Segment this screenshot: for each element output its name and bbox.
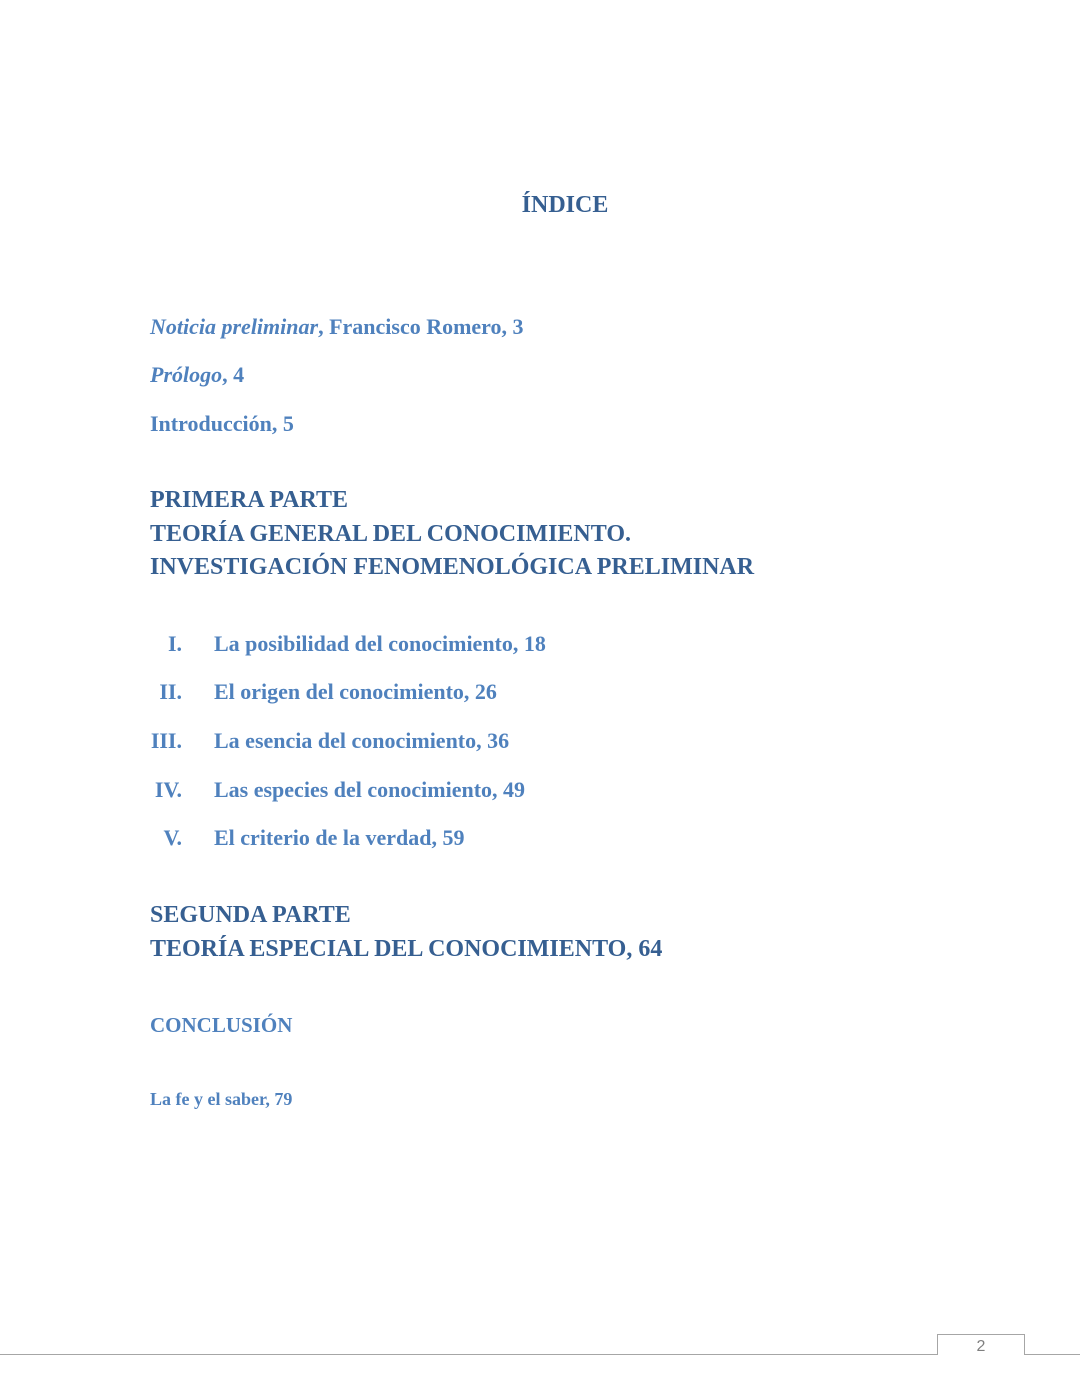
toc-entry-introduccion[interactable]	[150, 413, 294, 435]
chapter-number: V.	[163, 825, 182, 850]
entry-title: Prólogo	[150, 362, 223, 387]
toc-chapter[interactable]: Las especies del conocimiento, 49	[214, 777, 526, 802]
part2-heading-line[interactable]: TEORÍA ESPECIAL DEL CONOCIMIENTO, 64	[150, 936, 663, 962]
footer-rule	[1024, 1354, 1080, 1355]
chapter-number: I.	[167, 631, 182, 656]
part2-heading-line: SEGUNDA PARTE	[150, 902, 351, 928]
page-title: ÍNDICE	[521, 192, 609, 218]
toc-chapter[interactable]: El origen del conocimiento, 26	[214, 679, 497, 704]
part1-heading-line: TEORÍA GENERAL DEL CONOCIMIENTO.	[150, 521, 631, 547]
entry-rest: , 4	[222, 362, 245, 387]
toc-chapter[interactable]: El criterio de la verdad, 59	[214, 825, 465, 850]
footer-rule	[0, 1354, 937, 1355]
toc-entry-noticia[interactable]	[150, 316, 524, 338]
page-number: 2	[937, 1334, 1025, 1355]
toc-chapter[interactable]: La posibilidad del conocimiento, 18	[214, 631, 546, 656]
chapter-number: II.	[159, 679, 182, 704]
entry-title: Noticia preliminar	[150, 314, 319, 339]
toc-entry-prologo[interactable]	[150, 364, 244, 386]
chapter-number: IV.	[154, 777, 182, 802]
chapter-number: III.	[150, 728, 182, 753]
part1-heading-line: INVESTIGACIÓN FENOMENOLÓGICA PRELIMINAR	[150, 554, 755, 580]
toc-entry-fe-saber[interactable]: La fe y el saber, 79	[150, 1089, 293, 1109]
entry-rest: , Francisco Romero, 3	[318, 314, 524, 339]
entry-rest: Introducción, 5	[150, 411, 294, 436]
conclusion-heading: CONCLUSIÓN	[150, 1013, 293, 1037]
part1-heading-line: PRIMERA PARTE	[150, 487, 349, 513]
toc-chapter[interactable]: La esencia del conocimiento, 36	[214, 728, 510, 753]
